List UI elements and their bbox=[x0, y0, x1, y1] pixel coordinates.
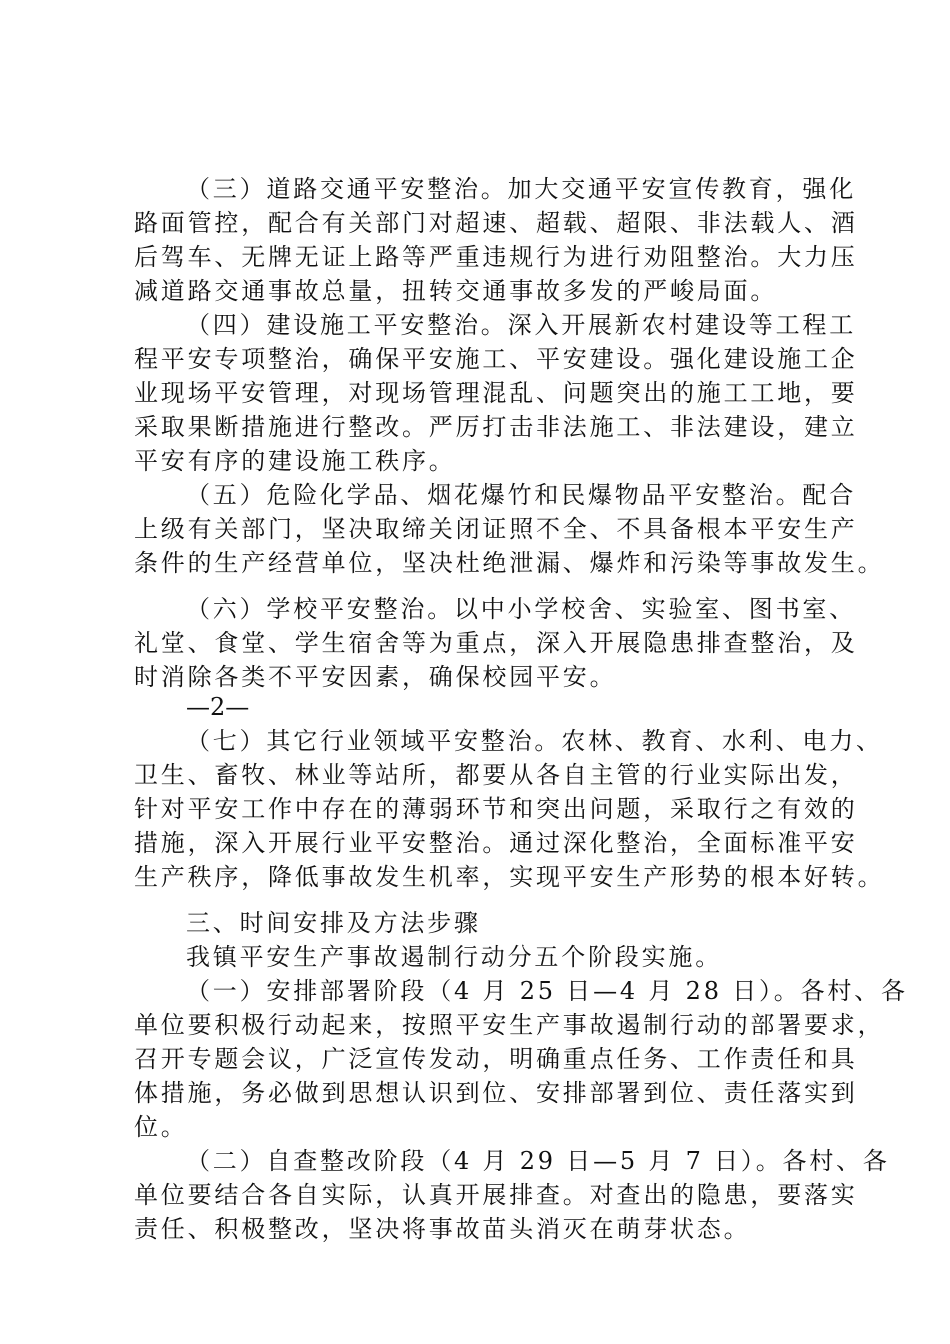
paragraph-line: 单位要积极行动起来，按照平安生产事故遏制行动的部署要求， bbox=[134, 1011, 885, 1039]
paragraph-line: 生产秩序，降低事故发生机率，实现平安生产形势的根本好转。 bbox=[134, 863, 885, 891]
paragraph-line: 我镇平安生产事故遏制行动分五个阶段实施。 bbox=[186, 943, 722, 971]
paragraph-line: 措施，深入开展行业平安整治。通过深化整治，全面标准平安 bbox=[134, 829, 858, 857]
paragraph-line: （六）学校平安整治。以中小学校舍、实验室、图书室、 bbox=[186, 595, 856, 623]
section-heading: 三、时间安排及方法步骤 bbox=[186, 909, 481, 937]
paragraph-line: 位。 bbox=[134, 1113, 188, 1141]
paragraph-line: 时消除各类不平安因素，确保校园平安。 bbox=[134, 663, 617, 691]
paragraph-line: （五）危险化学品、烟花爆竹和民爆物品平安整治。配合 bbox=[186, 481, 856, 509]
paragraph-line: 召开专题会议，广泛宣传发动，明确重点任务、工作责任和具 bbox=[134, 1045, 858, 1073]
paragraph-line: 上级有关部门，坚决取缔关闭证照不全、不具备根本平安生产 bbox=[134, 515, 858, 543]
paragraph-line: 后驾车、无牌无证上路等严重违规行为进行劝阻整治。大力压 bbox=[134, 243, 858, 271]
paragraph-line: 平安有序的建设施工秩序。 bbox=[134, 447, 456, 475]
paragraph-line: 卫生、畜牧、林业等站所，都要从各自主管的行业实际出发， bbox=[134, 761, 858, 789]
paragraph-line: 单位要结合各自实际，认真开展排查。对查出的隐患，要落实 bbox=[134, 1181, 858, 1209]
paragraph-line: （三）道路交通平安整治。加大交通平安宣传教育，强化 bbox=[186, 175, 856, 203]
paragraph-line: （二）自查整改阶段（4 月 29 日—5 月 7 日）。各村、各 bbox=[186, 1147, 890, 1175]
paragraph-line: 条件的生产经营单位，坚决杜绝泄漏、爆炸和污染等事故发生。 bbox=[134, 549, 885, 577]
paragraph-line: 针对平安工作中存在的薄弱环节和突出问题，采取行之有效的 bbox=[134, 795, 858, 823]
paragraph-line: 礼堂、食堂、学生宿舍等为重点，深入开展隐患排查整治，及 bbox=[134, 629, 858, 657]
paragraph-line: 业现场平安管理，对现场管理混乱、问题突出的施工工地，要 bbox=[134, 379, 858, 407]
paragraph-line: 责任、积极整改，坚决将事故苗头消灭在萌芽状态。 bbox=[134, 1215, 751, 1243]
paragraph-line: 减道路交通事故总量，扭转交通事故多发的严峻局面。 bbox=[134, 277, 778, 305]
paragraph-line: 路面管控，配合有关部门对超速、超载、超限、非法载人、酒 bbox=[134, 209, 858, 237]
paragraph-line: （一）安排部署阶段（4 月 25 日—4 月 28 日）。各村、各 bbox=[186, 977, 908, 1005]
paragraph-line: 体措施，务必做到思想认识到位、安排部署到位、责任落实到 bbox=[134, 1079, 858, 1107]
paragraph-line: 采取果断措施进行整改。严厉打击非法施工、非法建设，建立 bbox=[134, 413, 858, 441]
paragraph-line: 程平安专项整治，确保平安施工、平安建设。强化建设施工企 bbox=[134, 345, 858, 373]
paragraph-line: （七）其它行业领域平安整治。农林、教育、水利、电力、 bbox=[186, 727, 883, 755]
paragraph-line: （四）建设施工平安整治。深入开展新农村建设等工程工 bbox=[186, 311, 856, 339]
page-number: —2— bbox=[186, 693, 250, 721]
